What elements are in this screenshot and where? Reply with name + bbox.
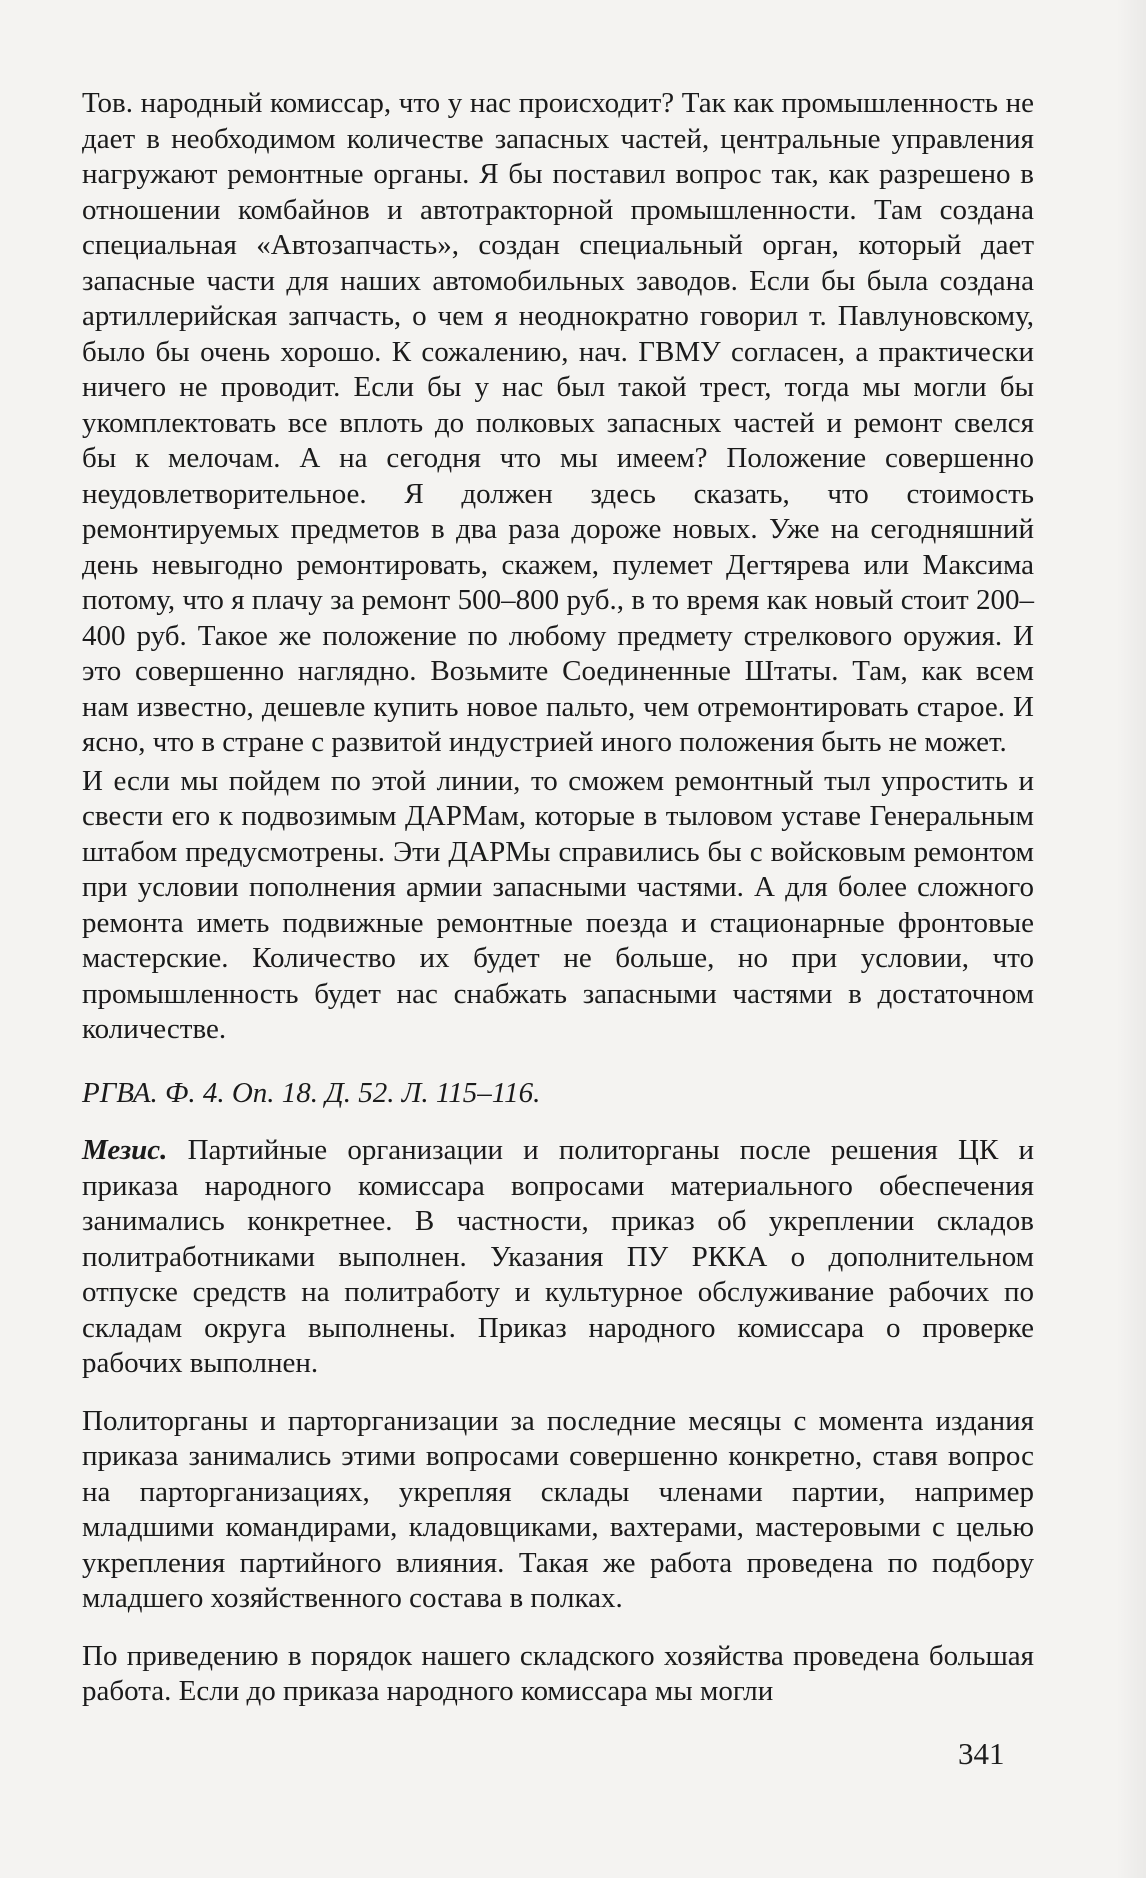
- speaker-name: Мезис.: [82, 1134, 168, 1166]
- paragraph-1: Тов. народный комиссар, что у нас происходит? Так как промышленность не дает в необходимом количестве запасных частей, центральные управления нагружают ремонтные органы. Я бы поставил вопрос так, как разрешено в отношении комбайнов и автотракторной промышленности. Там создана специальная «Автозапчасть», создан специальный орган, который дает запасные части для наших автомобильных заводов. Если бы была создана артиллерийская запчасть, о чем я неоднократно говорил т. Павлуновскому, было бы очень хорошо. К сожалению, нач. ГВМУ согласен, а практически ничего не проводит. Если бы у нас был такой трест, тогда мы могли бы укомплектовать все вплоть до полковых запасных частей и ремонт свелся бы к мелочам. А на сегодня что мы имеем? Положение совершенно неудовлетворительное. Я должен здесь сказать, что стоимость ремонтируемых предметов в два раза дороже новых. Уже на сегодняшний день невыгодно ремонтировать, скажем, пулемет Дегтярева или Максима потому, что я плачу за ремонт 500–800 руб., в то время как новый стоит 200–400 руб. Такое же положение по любому предмету стрелкового оружия. И это совершенно наглядно. Возьмите Соединенные Штаты. Там, как всем нам известно, дешевле купить новое пальто, чем отремонтировать старое. И ясно, что в стране с развитой индустрией иного положения быть не может.: [82, 87, 1034, 758]
- page-number: 341: [958, 1736, 1005, 1771]
- page-body: [82, 86, 1034, 1710]
- paragraph-mezis: [82, 1133, 1034, 1382]
- page-edge-shadow: [1116, 0, 1146, 1878]
- archive-reference: РГВА. Ф. 4. Оп. 18. Д. 52. Л. 115–116.: [82, 1076, 541, 1109]
- paragraph-5: Политорганы и парторганизации за последние месяцы с момента издания приказа занимались этими вопросами совершенно конкретно, ставя вопрос на парторганизациях, укрепляя склады членами партии, например младшими командирами, кладовщиками, вахтерами, мастеровыми с целью укрепления партийного влияния. Такая же работа проведена по подбору младшего хозяйственного состава в полках.: [82, 1404, 1034, 1614]
- paragraph-6: По приведению в порядок нашего складского хозяйства проведена большая работа. Если до приказа народного комиссара мы могли: [82, 1639, 1034, 1707]
- paragraph-2: И если мы пойдем по этой линии, то сможем ремонтный тыл упростить и свести его к подвозимым ДАРМам, которые в тыловом уставе Генеральным штабом предусмотрены. Эти ДАРМы справились бы с войсковым ремонтом при условии пополнения армии запасными частями. А для более сложного ремонта иметь подвижные ремонтные поезда и стационарные фронтовые мастерские. Количество их будет не больше, но при условии, что промышленность будет нас снабжать запасными частями в достаточном количестве.: [82, 764, 1034, 1045]
- paragraph-mezis-text: Партийные организации и политорганы после решения ЦК и приказа народного комиссара вопросами материального обеспечения занимались конкретнее. В частности, приказ об укреплении складов политработниками выполнен. Указания ПУ РККА о дополнительном отпуске средств на политработу и культурное обслуживание рабочих по складам округа выполнены. Приказ народного комиссара о проверке рабочих выполнен.: [82, 1134, 1034, 1379]
